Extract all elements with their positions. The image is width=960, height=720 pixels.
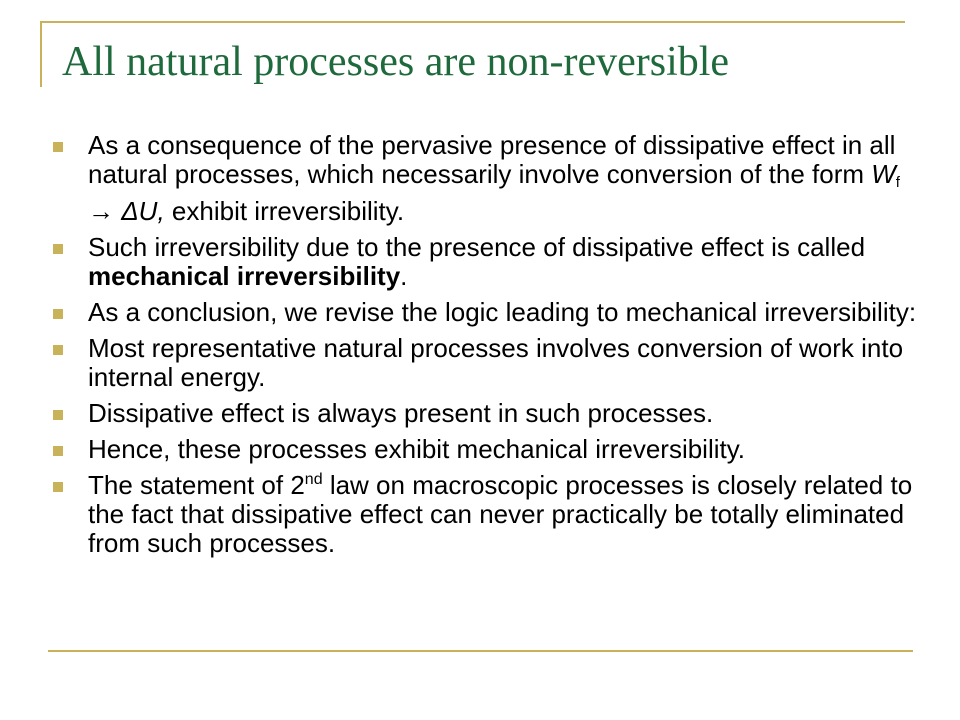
bullet-text: Hence, these processes exhibit mechanical irreversibility. bbox=[88, 434, 746, 464]
delta-u-symbol: ΔU, bbox=[121, 196, 165, 226]
bullet-text bbox=[88, 233, 930, 291]
bullet-item bbox=[50, 298, 930, 327]
square-bullet-icon bbox=[53, 482, 63, 492]
key-term: mechanical irreversibility bbox=[88, 261, 401, 291]
bullet-text-part: Such irreversibility due to the presence of dissipative effect is called bbox=[88, 232, 866, 262]
square-bullet-icon bbox=[53, 345, 63, 355]
bullet-text-part: exhibit irreversibility. bbox=[164, 196, 405, 226]
ordinal-superscript: nd bbox=[304, 471, 323, 488]
work-symbol: W bbox=[871, 159, 896, 189]
bullet-item bbox=[50, 435, 930, 464]
bullet-text-part: The statement of 2 bbox=[88, 470, 305, 500]
bullet-text: Dissipative effect is always present in such processes. bbox=[88, 398, 714, 428]
bullet-text bbox=[88, 131, 930, 226]
bullet-item bbox=[50, 334, 930, 392]
bullet-text: As a conclusion, we revise the logic leading to mechanical irreversibility: bbox=[88, 297, 917, 327]
bullet-list bbox=[50, 131, 930, 565]
bullet-item bbox=[50, 399, 930, 428]
bullet-text-part: law on macroscopic processes is closely related to the fact that dissipative effect can never practically be totally eliminated from such processes. bbox=[88, 470, 913, 558]
bullet-item bbox=[50, 471, 930, 558]
bullet-item bbox=[50, 131, 930, 226]
square-bullet-icon bbox=[53, 309, 63, 319]
square-bullet-icon bbox=[53, 244, 63, 254]
square-bullet-icon bbox=[53, 410, 63, 420]
bullet-text bbox=[88, 471, 930, 558]
left-divider bbox=[40, 21, 42, 87]
bullet-text: Most representative natural processes involves conversion of work into internal energy. bbox=[88, 333, 904, 392]
bullet-text-part: As a consequence of the pervasive presence of dissipative effect in all natural processes, which necessarily involve conversion of the form bbox=[88, 130, 896, 189]
top-divider bbox=[40, 21, 905, 23]
square-bullet-icon bbox=[53, 142, 63, 152]
work-subscript: f bbox=[895, 174, 900, 191]
square-bullet-icon bbox=[53, 446, 63, 456]
bullet-item bbox=[50, 233, 930, 291]
bullet-text-part: . bbox=[400, 261, 408, 291]
slide-title: All natural processes are non-reversible bbox=[62, 39, 730, 85]
bottom-divider bbox=[48, 650, 913, 652]
arrow-icon: → bbox=[88, 196, 114, 226]
